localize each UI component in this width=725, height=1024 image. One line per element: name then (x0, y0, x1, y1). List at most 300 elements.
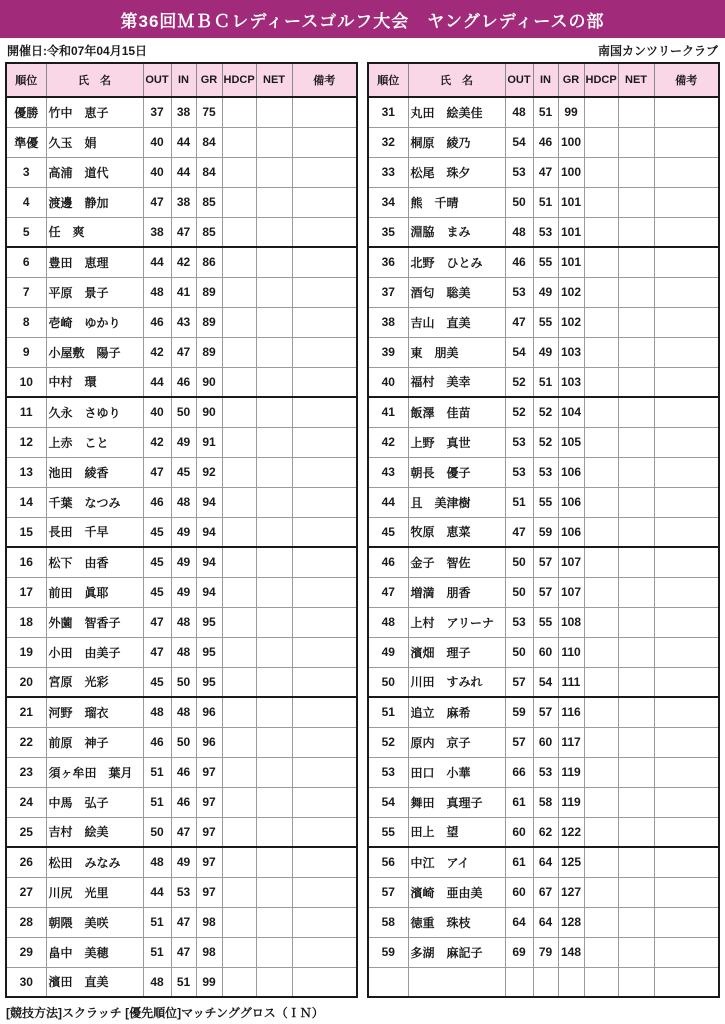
table-row (368, 847, 719, 877)
cell-remarks (292, 367, 357, 397)
cell-hdcp (584, 727, 618, 757)
cell-net (256, 127, 292, 157)
table-row (6, 607, 357, 637)
cell-name: 須ヶ牟田 葉月 (46, 757, 143, 787)
cell-gr: 116 (558, 697, 584, 727)
table-row (368, 667, 719, 697)
cell-remarks (654, 337, 719, 367)
cell-out: 60 (505, 877, 533, 907)
table-row (368, 217, 719, 247)
cell-remarks (654, 397, 719, 427)
table-row (6, 127, 357, 157)
cell-remarks (292, 937, 357, 967)
cell-rank: 34 (368, 187, 408, 217)
cell-rank: 11 (6, 397, 46, 427)
cell-in: 47 (171, 217, 196, 247)
cell-in: 50 (171, 397, 196, 427)
cell-rank: 43 (368, 457, 408, 487)
cell-net (618, 667, 654, 697)
cell-hdcp (222, 427, 256, 457)
cell-out: 57 (505, 667, 533, 697)
cell-net (256, 367, 292, 397)
column-header-rank: 順位 (6, 63, 46, 97)
cell-net (256, 247, 292, 277)
table-row (6, 217, 357, 247)
table-row (368, 127, 719, 157)
cell-name: 濱田 直美 (46, 967, 143, 997)
cell-gr: 98 (196, 907, 222, 937)
table-row (6, 877, 357, 907)
cell-remarks (654, 217, 719, 247)
column-header-gr: GR (196, 63, 222, 97)
cell-net (256, 187, 292, 217)
cell-out: 53 (505, 427, 533, 457)
cell-gr: 148 (558, 937, 584, 967)
cell-out: 59 (505, 697, 533, 727)
cell-hdcp (222, 577, 256, 607)
column-header-gr: GR (558, 63, 584, 97)
cell-out: 51 (143, 757, 171, 787)
cell-remarks (654, 427, 719, 457)
cell-in: 49 (171, 847, 196, 877)
cell-in: 67 (533, 877, 558, 907)
column-header-net: NET (618, 63, 654, 97)
cell-in: 51 (533, 187, 558, 217)
cell-remarks (292, 127, 357, 157)
cell-name: 中村 環 (46, 367, 143, 397)
cell-hdcp (584, 757, 618, 787)
cell-net (256, 337, 292, 367)
cell-out: 51 (143, 787, 171, 817)
cell-hdcp (222, 877, 256, 907)
column-header-in: IN (171, 63, 196, 97)
cell-name: 増満 朋香 (408, 577, 505, 607)
cell-in: 47 (171, 337, 196, 367)
cell-gr: 95 (196, 607, 222, 637)
cell-hdcp (222, 487, 256, 517)
cell-rank: 13 (6, 457, 46, 487)
cell-remarks (292, 547, 357, 577)
cell-remarks (292, 877, 357, 907)
cell-gr: 98 (196, 937, 222, 967)
tournament-title: 第36回ＭＢＣレディースゴルフ大会 ヤングレディースの部 (120, 11, 605, 31)
cell-name: 淵脇 まみ (408, 217, 505, 247)
table-row (368, 427, 719, 457)
table-row (368, 337, 719, 367)
cell-out: 42 (143, 337, 171, 367)
cell-net (618, 427, 654, 457)
cell-remarks (292, 277, 357, 307)
cell-remarks (292, 517, 357, 547)
cell-remarks (292, 757, 357, 787)
cell-out: 48 (143, 697, 171, 727)
cell-remarks (292, 607, 357, 637)
table-row (6, 967, 357, 997)
cell-gr: 110 (558, 637, 584, 667)
cell-hdcp (584, 97, 618, 127)
cell-name: 丸田 絵美佳 (408, 97, 505, 127)
cell-remarks (654, 457, 719, 487)
cell-hdcp (222, 637, 256, 667)
table-row (368, 517, 719, 547)
cell-net (256, 757, 292, 787)
cell-net (618, 697, 654, 727)
cell-remarks (654, 607, 719, 637)
table-row (6, 247, 357, 277)
cell-hdcp (584, 337, 618, 367)
cell-remarks (654, 847, 719, 877)
cell-hdcp (584, 877, 618, 907)
cell-hdcp (222, 157, 256, 187)
event-date: 開催日:令和07年04月15日 (7, 44, 148, 58)
cell-in: 47 (533, 157, 558, 187)
cell-remarks (292, 97, 357, 127)
cell-gr: 106 (558, 457, 584, 487)
table-row (6, 337, 357, 367)
cell-out: 47 (143, 187, 171, 217)
cell-rank: 37 (368, 277, 408, 307)
column-header-name: 氏 名 (46, 63, 143, 97)
cell-net (256, 937, 292, 967)
cell-in: 48 (171, 637, 196, 667)
table-row (368, 577, 719, 607)
cell-net (618, 187, 654, 217)
cell-net (256, 97, 292, 127)
cell-rank: 3 (6, 157, 46, 187)
cell-net (256, 847, 292, 877)
cell-name: 中江 アイ (408, 847, 505, 877)
cell-remarks (292, 667, 357, 697)
cell-hdcp (222, 97, 256, 127)
cell-in: 50 (171, 727, 196, 757)
cell-in: 49 (171, 547, 196, 577)
cell-gr: 95 (196, 667, 222, 697)
cell-in: 59 (533, 517, 558, 547)
cell-out: 51 (505, 487, 533, 517)
cell-name: 平原 景子 (46, 277, 143, 307)
cell-name: 上赤 こと (46, 427, 143, 457)
cell-name: 松田 みなみ (46, 847, 143, 877)
cell-rank: 53 (368, 757, 408, 787)
cell-out: 46 (143, 487, 171, 517)
cell-name: 川尻 光里 (46, 877, 143, 907)
cell-net (618, 217, 654, 247)
cell-name: 田上 望 (408, 817, 505, 847)
cell-in: 46 (533, 127, 558, 157)
cell-name: 中馬 弘子 (46, 787, 143, 817)
cell-gr: 75 (196, 97, 222, 127)
cell-net (256, 217, 292, 247)
table-row (368, 727, 719, 757)
cell-remarks (654, 727, 719, 757)
column-header-remarks: 備考 (292, 63, 357, 97)
cell-gr: 101 (558, 217, 584, 247)
cell-in: 53 (171, 877, 196, 907)
cell-gr: 89 (196, 277, 222, 307)
cell-name: 渡邊 静加 (46, 187, 143, 217)
cell-hdcp (222, 337, 256, 367)
cell-out: 53 (505, 277, 533, 307)
cell-rank: 27 (6, 877, 46, 907)
cell-out: 47 (143, 637, 171, 667)
table-row (6, 97, 357, 127)
cell-rank: 52 (368, 727, 408, 757)
cell-out: 60 (505, 817, 533, 847)
cell-remarks (292, 217, 357, 247)
cell-net (618, 787, 654, 817)
cell-in: 79 (533, 937, 558, 967)
cell-remarks (654, 877, 719, 907)
cell-name: 前原 神子 (46, 727, 143, 757)
cell-gr: 94 (196, 487, 222, 517)
table-row (6, 847, 357, 877)
cell-out: 38 (143, 217, 171, 247)
cell-out: 47 (505, 517, 533, 547)
cell-hdcp (222, 187, 256, 217)
cell-name: 朝隈 美咲 (46, 907, 143, 937)
cell-hdcp (584, 307, 618, 337)
cell-remarks (292, 637, 357, 667)
cell-name: 久玉 娟 (46, 127, 143, 157)
cell-in: 44 (171, 127, 196, 157)
cell-name: 松尾 珠夕 (408, 157, 505, 187)
cell-gr: 107 (558, 577, 584, 607)
cell-name: 高浦 道代 (46, 157, 143, 187)
cell-gr: 94 (196, 577, 222, 607)
cell-out: 50 (505, 577, 533, 607)
cell-net (256, 517, 292, 547)
cell-rank: 49 (368, 637, 408, 667)
cell-name: 小田 由美子 (46, 637, 143, 667)
cell-gr: 86 (196, 247, 222, 277)
cell-hdcp (584, 277, 618, 307)
cell-net (256, 637, 292, 667)
cell-in: 46 (171, 787, 196, 817)
cell-in: 49 (171, 517, 196, 547)
cell-net (618, 337, 654, 367)
cell-net (618, 307, 654, 337)
cell-rank: 47 (368, 577, 408, 607)
cell-in: 48 (171, 697, 196, 727)
cell-hdcp (584, 367, 618, 397)
cell-remarks (292, 457, 357, 487)
cell-gr: 89 (196, 337, 222, 367)
cell-net (618, 247, 654, 277)
cell-rank: 7 (6, 277, 46, 307)
cell-in: 53 (533, 457, 558, 487)
cell-net (256, 697, 292, 727)
cell-rank: 8 (6, 307, 46, 337)
cell-in: 47 (171, 937, 196, 967)
column-header-out: OUT (505, 63, 533, 97)
cell-out: 45 (143, 667, 171, 697)
cell-name: 舞田 真理子 (408, 787, 505, 817)
cell-out: 51 (143, 937, 171, 967)
cell-rank: 42 (368, 427, 408, 457)
cell-net (256, 877, 292, 907)
cell-gr: 104 (558, 397, 584, 427)
cell-hdcp (222, 847, 256, 877)
cell-hdcp (222, 367, 256, 397)
cell-net (618, 607, 654, 637)
cell-in: 45 (171, 457, 196, 487)
cell-in: 42 (171, 247, 196, 277)
cell-in: 54 (533, 667, 558, 697)
table-row (6, 697, 357, 727)
cell-gr: 111 (558, 667, 584, 697)
cell-name: 朝長 優子 (408, 457, 505, 487)
table-row (368, 817, 719, 847)
cell-rank: 26 (6, 847, 46, 877)
cell-remarks (654, 577, 719, 607)
cell-out: 44 (143, 877, 171, 907)
table-row (6, 637, 357, 667)
table-row (6, 487, 357, 517)
table-row (6, 577, 357, 607)
cell-name: 飯澤 佳苗 (408, 397, 505, 427)
table-row (368, 907, 719, 937)
table-row (6, 547, 357, 577)
cell-remarks (292, 397, 357, 427)
cell-out: 45 (143, 547, 171, 577)
cell-hdcp (222, 457, 256, 487)
cell-net (256, 607, 292, 637)
cell-hdcp (584, 517, 618, 547)
cell-rank: 41 (368, 397, 408, 427)
cell-in: 44 (171, 157, 196, 187)
cell-in: 46 (171, 367, 196, 397)
cell-hdcp (584, 697, 618, 727)
cell-rank: 9 (6, 337, 46, 367)
cell-gr: 90 (196, 367, 222, 397)
table-row (6, 277, 357, 307)
cell-remarks (654, 787, 719, 817)
cell-remarks (654, 637, 719, 667)
cell-name: 上村 アリーナ (408, 607, 505, 637)
table-row (368, 967, 719, 997)
cell-net (618, 637, 654, 667)
cell-hdcp (584, 187, 618, 217)
cell-remarks (292, 247, 357, 277)
table-row (6, 367, 357, 397)
cell-gr: 108 (558, 607, 584, 637)
cell-in: 52 (533, 427, 558, 457)
cell-rank: 35 (368, 217, 408, 247)
table-row (6, 787, 357, 817)
cell-rank: 46 (368, 547, 408, 577)
table-row (368, 247, 719, 277)
cell-net (256, 787, 292, 817)
cell-out: 48 (505, 217, 533, 247)
cell-out: 57 (505, 727, 533, 757)
cell-remarks (292, 727, 357, 757)
cell-in: 55 (533, 607, 558, 637)
cell-rank: 28 (6, 907, 46, 937)
cell-name: 福村 美幸 (408, 367, 505, 397)
cell-name: 千葉 なつみ (46, 487, 143, 517)
cell-rank: 20 (6, 667, 46, 697)
cell-net (618, 877, 654, 907)
cell-hdcp (584, 127, 618, 157)
cell-in: 49 (533, 277, 558, 307)
cell-rank: 32 (368, 127, 408, 157)
cell-remarks (654, 277, 719, 307)
cell-hdcp (584, 907, 618, 937)
cell-hdcp (222, 547, 256, 577)
results-table-left (5, 62, 358, 998)
cell-net (618, 967, 654, 997)
cell-net (256, 277, 292, 307)
cell-gr: 102 (558, 307, 584, 337)
cell-out: 44 (143, 247, 171, 277)
cell-gr: 96 (196, 727, 222, 757)
cell-name: 壱崎 ゆかり (46, 307, 143, 337)
column-header-hdcp: HDCP (222, 63, 256, 97)
cell-hdcp (584, 547, 618, 577)
cell-hdcp (222, 937, 256, 967)
cell-rank: 15 (6, 517, 46, 547)
cell-gr: 89 (196, 307, 222, 337)
cell-hdcp (222, 727, 256, 757)
cell-out: 50 (505, 547, 533, 577)
cell-remarks (654, 97, 719, 127)
table-row (368, 487, 719, 517)
cell-in: 47 (171, 817, 196, 847)
cell-remarks (654, 817, 719, 847)
cell-out: 53 (505, 457, 533, 487)
cell-out: 50 (143, 817, 171, 847)
cell-net (256, 667, 292, 697)
cell-gr: 85 (196, 217, 222, 247)
cell-rank: 6 (6, 247, 46, 277)
cell-name: 金子 智佐 (408, 547, 505, 577)
cell-in: 58 (533, 787, 558, 817)
cell-remarks (292, 787, 357, 817)
cell-out: 45 (143, 577, 171, 607)
cell-hdcp (222, 817, 256, 847)
cell-remarks (654, 547, 719, 577)
cell-gr: 101 (558, 187, 584, 217)
cell-rank: 5 (6, 217, 46, 247)
cell-remarks (292, 967, 357, 997)
table-row (368, 697, 719, 727)
cell-in: 62 (533, 817, 558, 847)
cell-remarks (292, 577, 357, 607)
cell-net (618, 127, 654, 157)
cell-gr: 106 (558, 487, 584, 517)
title-banner (0, 0, 725, 38)
cell-net (256, 727, 292, 757)
cell-in: 38 (171, 97, 196, 127)
column-header-name: 氏 名 (408, 63, 505, 97)
cell-hdcp (584, 577, 618, 607)
cell-hdcp (584, 607, 618, 637)
cell-remarks (654, 757, 719, 787)
header-row (368, 63, 719, 97)
cell-out: 40 (143, 157, 171, 187)
cell-gr: 97 (196, 817, 222, 847)
cell-net (618, 517, 654, 547)
cell-out: 40 (143, 397, 171, 427)
cell-gr: 100 (558, 127, 584, 157)
cell-hdcp (584, 817, 618, 847)
table-row (368, 307, 719, 337)
cell-gr: 125 (558, 847, 584, 877)
cell-gr: 99 (196, 967, 222, 997)
cell-net (618, 907, 654, 937)
cell-name: 吉村 絵美 (46, 817, 143, 847)
cell-remarks (654, 487, 719, 517)
